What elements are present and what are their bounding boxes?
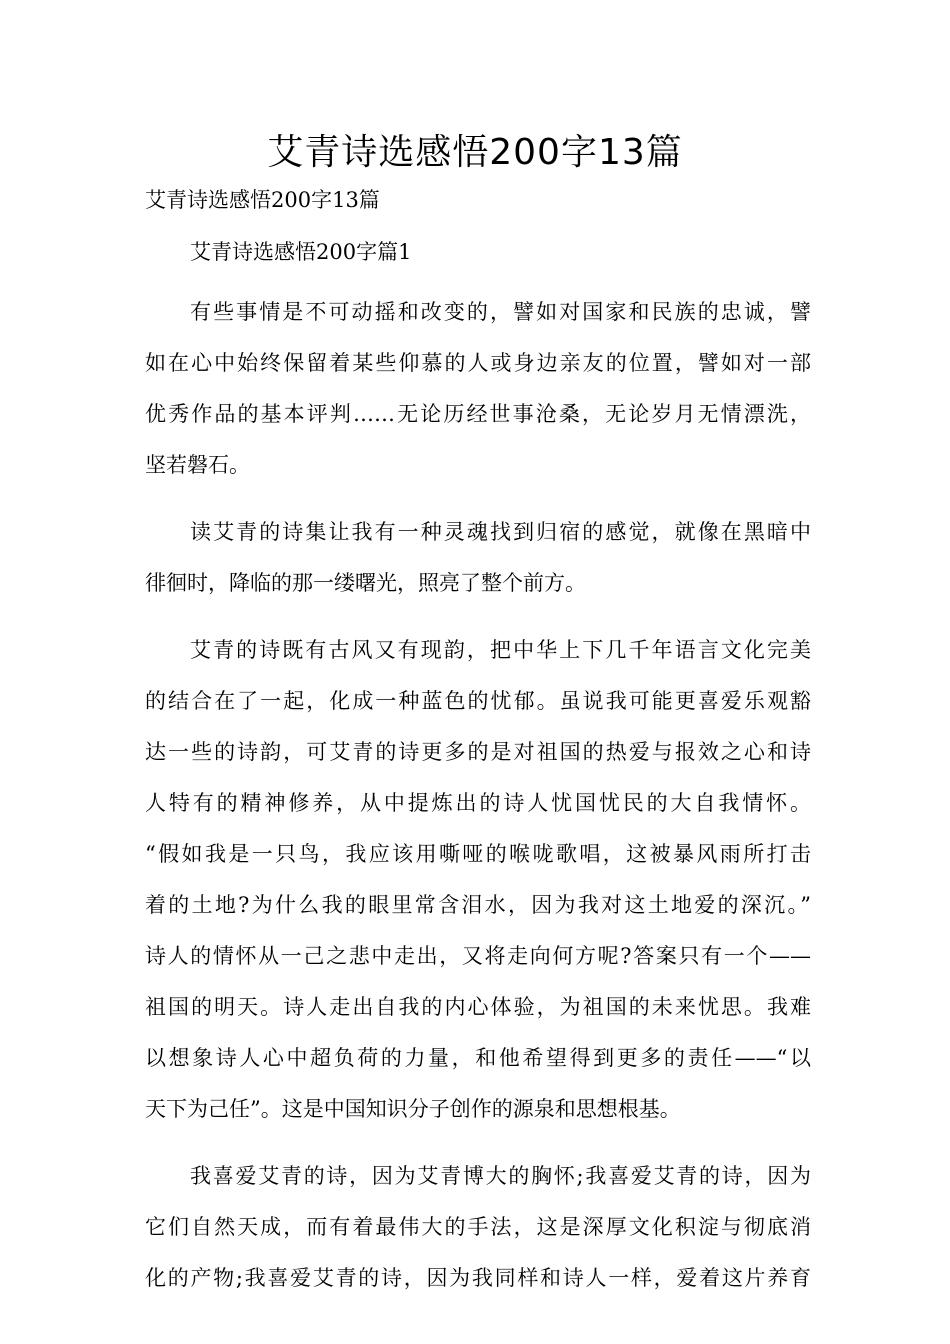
paragraph-line: 徘徊时，降临的那一缕曙光，照亮了整个前方。 — [145, 571, 586, 595]
paragraph-line: 天下为己任”。这是中国知识分子创作的源泉和思想根基。 — [145, 1097, 681, 1121]
paragraph-line: “假如我是一只鸟，我应该用嘶哑的喉咙歌唱，这被暴风雨所打击 — [145, 842, 811, 866]
paragraph-line: 的结合在了一起，化成一种蓝色的忧郁。虽说我可能更喜爱乐观豁 — [145, 689, 811, 713]
paragraph-4 — [145, 1135, 811, 1304]
paragraph-line: 如在心中始终保留着某些仰慕的人或身边亲友的位置，譬如对一部 — [145, 351, 811, 375]
paragraph-2 — [145, 491, 811, 609]
section-heading: 艾青诗选感悟200字篇1 — [190, 240, 412, 264]
paragraph-line: 化的产物;我喜爱艾青的诗，因为我同样和诗人一样，爱着这片养育 — [145, 1266, 811, 1290]
document-subtitle: 艾青诗选感悟200字13篇 — [145, 188, 380, 212]
paragraph-line: 艾青的诗既有古风又有现韵，把中华上下几千年语言文化完美 — [190, 638, 811, 662]
paragraph-3 — [145, 609, 811, 1135]
paragraph-line: 读艾青的诗集让我有一种灵魂找到归宿的感觉，就像在黑暗中 — [190, 520, 811, 544]
paragraph-line: 诗人的情怀从一己之悲中走出，又将走向何方呢?答案只有一个—— — [145, 944, 811, 968]
paragraph-line: 我喜爱艾青的诗，因为艾青博大的胸怀;我喜爱艾青的诗，因为 — [190, 1164, 811, 1188]
document-title: 艾青诗选感悟200字13篇 — [267, 132, 683, 173]
paragraph-line: 坚若磐石。 — [145, 453, 250, 477]
paragraph-line: 着的土地?为什么我的眼里常含泪水，因为我对这土地爱的深沉。” — [145, 893, 811, 917]
paragraph-line: 达一些的诗韵，可艾青的诗更多的是对祖国的热爱与报效之心和诗 — [145, 740, 811, 764]
document-body — [145, 182, 811, 1304]
paragraph-line: 以想象诗人心中超负荷的力量，和他希望得到更多的责任——“以 — [145, 1046, 811, 1070]
paragraph-line: 优秀作品的基本评判……无论历经世事沧桑，无论岁月无情漂洗， — [145, 402, 811, 426]
paragraph-line: 人特有的精神修养，从中提炼出的诗人忧国忧民的大自我情怀。 — [145, 791, 811, 815]
paragraph-line: 有些事情是不可动摇和改变的，譬如对国家和民族的忠诚，譬 — [190, 300, 811, 324]
paragraph-line: 它们自然天成，而有着最伟大的手法，这是深厚文化积淀与彻底消 — [145, 1215, 811, 1239]
paragraph-1 — [145, 271, 811, 491]
paragraph-line: 祖国的明天。诗人走出自我的内心体验，为祖国的未来忧思。我难 — [145, 995, 811, 1019]
